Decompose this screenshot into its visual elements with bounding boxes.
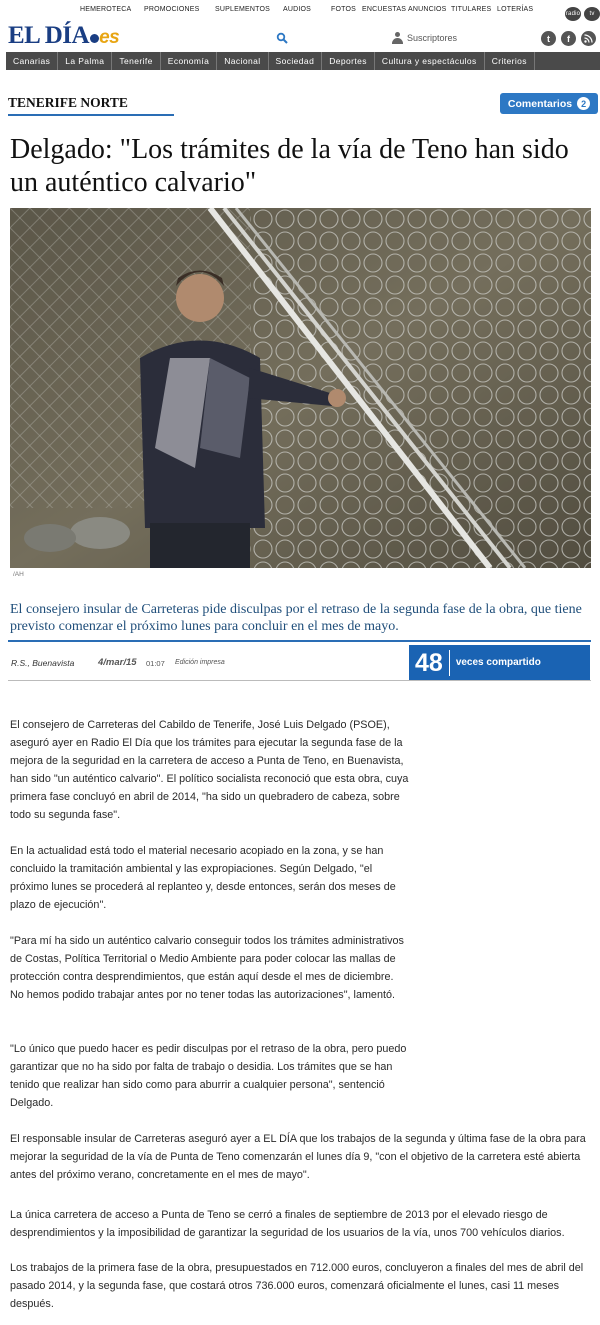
toplink-loterias[interactable]: LOTERÍAS [497,6,534,13]
rss-icon[interactable] [581,31,596,46]
nav-tenerife[interactable]: Tenerife [112,52,160,70]
section-title[interactable]: TENERIFE NORTE [8,95,174,116]
comments-count: 2 [577,97,590,110]
article-paragraph: La única carretera de acceso a Punta de Teno se cerró a finales de septiembre de 2013 por el elevado riesgo de desprendimientos y la imposibilidad de garantizar la seguridad de los usuarios de la vía, unos 700 vehículos diarios. [10,1209,565,1239]
site-logo[interactable] [8,22,119,50]
toplink-promociones[interactable]: PROMOCIONES [144,6,200,13]
logo-dot [90,34,99,43]
search-icon[interactable] [276,32,288,44]
article-headline: Delgado: "Los trámites de la vía de Teno han sido un auténtico calvario" [10,134,569,198]
toplink-fotos[interactable]: FOTOS [331,6,356,13]
user-icon [392,32,403,44]
nav-canarias[interactable]: Canarias [6,52,58,70]
top-links [0,6,600,18]
share-counter[interactable] [409,645,590,680]
twitter-icon[interactable]: t [541,31,556,46]
facebook-icon[interactable]: f [561,31,576,46]
nav-criterios[interactable]: Criterios [485,52,535,70]
share-label: veces compartido [455,657,541,668]
logo-suffix: es [99,27,120,48]
nav-sociedad[interactable]: Sociedad [269,52,323,70]
toplink-encuestas[interactable]: ENCUESTAS [362,6,407,13]
nav-la-palma[interactable]: La Palma [58,52,112,70]
main-nav [6,52,600,70]
article-paragraph: "Lo único que puedo hacer es pedir disculpas por el retraso de la obra, pero puedo garantizar que no ha sido por falta de trabajo o desidia. Los trámites que se han tenido que realizar han sido como para aburrir a cualquier persona", sentenció Delgado. [10,1043,407,1109]
toplink-titulares[interactable]: TITULARES [451,6,492,13]
nav-deportes[interactable]: Deportes [322,52,375,70]
share-count: 48 [409,650,450,676]
comments-label: Comentarios [507,97,573,110]
toplink-suplementos[interactable]: SUPLEMENTOS [215,6,270,13]
nav-economia[interactable]: Economía [161,52,217,70]
radio-icon[interactable]: radio [565,7,581,21]
subscribers-label: Suscriptores [407,33,458,43]
photo-credit: /AH [13,571,24,578]
article-paragraph: En la actualidad está todo el material necesario acopiado en la zona, y se han concluido la tramitación ambiental y las expropiaciones. Según Delgado, "el próximo lunes se procederá al replanteo y, desde entonces, serán dos meses de plazo de ejecución". [10,845,396,911]
logo-main: EL DÍA [8,22,90,49]
toplink-audios[interactable]: AUDIOS [283,6,312,13]
subscribers-link[interactable] [392,32,457,44]
article-meta [8,640,591,681]
article-time: 01:07 [146,659,165,668]
article-edition: Edición impresa [175,659,225,666]
tv-icon[interactable]: tv [584,7,600,21]
article-date: 4/mar/15 [98,657,137,668]
article-paragraph: El consejero de Carreteras del Cabildo de Tenerife, José Luis Delgado (PSOE), aseguró ayer en Radio El Día que los trámites para ejecutar la segunda fase de la mejora de la seguridad en la carretera de acceso a Punta de Teno, en Buenavista, han sido "un auténtico calvario". El político socialista reconoció que esta obra, cuya primera fase concluyó en abril de 2014, "ha sido un quebradero de cabeza, sobre todo su segunda fase". [10,719,409,821]
article-photo[interactable] [10,208,591,568]
article-paragraph: "Para mí ha sido un auténtico calvario conseguir todos los trámites administrativos de Costas, Política Territorial o Medio Ambiente para poder colocar las mallas de protección contra desprendimientos, que están aquí desde el mes de diciembre. No hemos podido trabajar antes por no tener todas las autorizaciones", lamentó. [10,935,404,1001]
radio-tv-icons [565,7,600,21]
nav-cultura[interactable]: Cultura y espectáculos [375,52,485,70]
toplink-anuncios[interactable]: ANUNCIOS [408,6,447,13]
toplink-hemeroteca[interactable]: HEMEROTECA [80,6,132,13]
social-links [541,31,596,46]
nav-nacional[interactable]: Nacional [217,52,268,70]
article-paragraph: El responsable insular de Carreteras aseguró ayer a EL DÍA que los trabajos de la segunda y última fase de la obra para mejorar la seguridad de la vía de Punta de Teno comenzarán el lunes día 9, "con el objetivo de la carretera esté abierta antes del próximo verano, concretamente en el mes de mayo". [10,1133,586,1181]
comments-button[interactable] [500,93,598,114]
article-paragraph: Los trabajos de la primera fase de la obra, presupuestados en 712.000 euros, concluyeron a finales del mes de abril del pasado 2014, y la segunda fase, que costará otros 736.000 euros, comenzará oficialmente el lunes, casi 11 meses después. [10,1262,584,1310]
article-subtitle: El consejero insular de Carreteras pide disculpas por el retraso de la segunda fase de la obra, que tiene previsto comenzar el próximo lunes para concluir en el mes de mayo. [10,602,582,634]
article-author: R.S., Buenavista [11,658,75,668]
